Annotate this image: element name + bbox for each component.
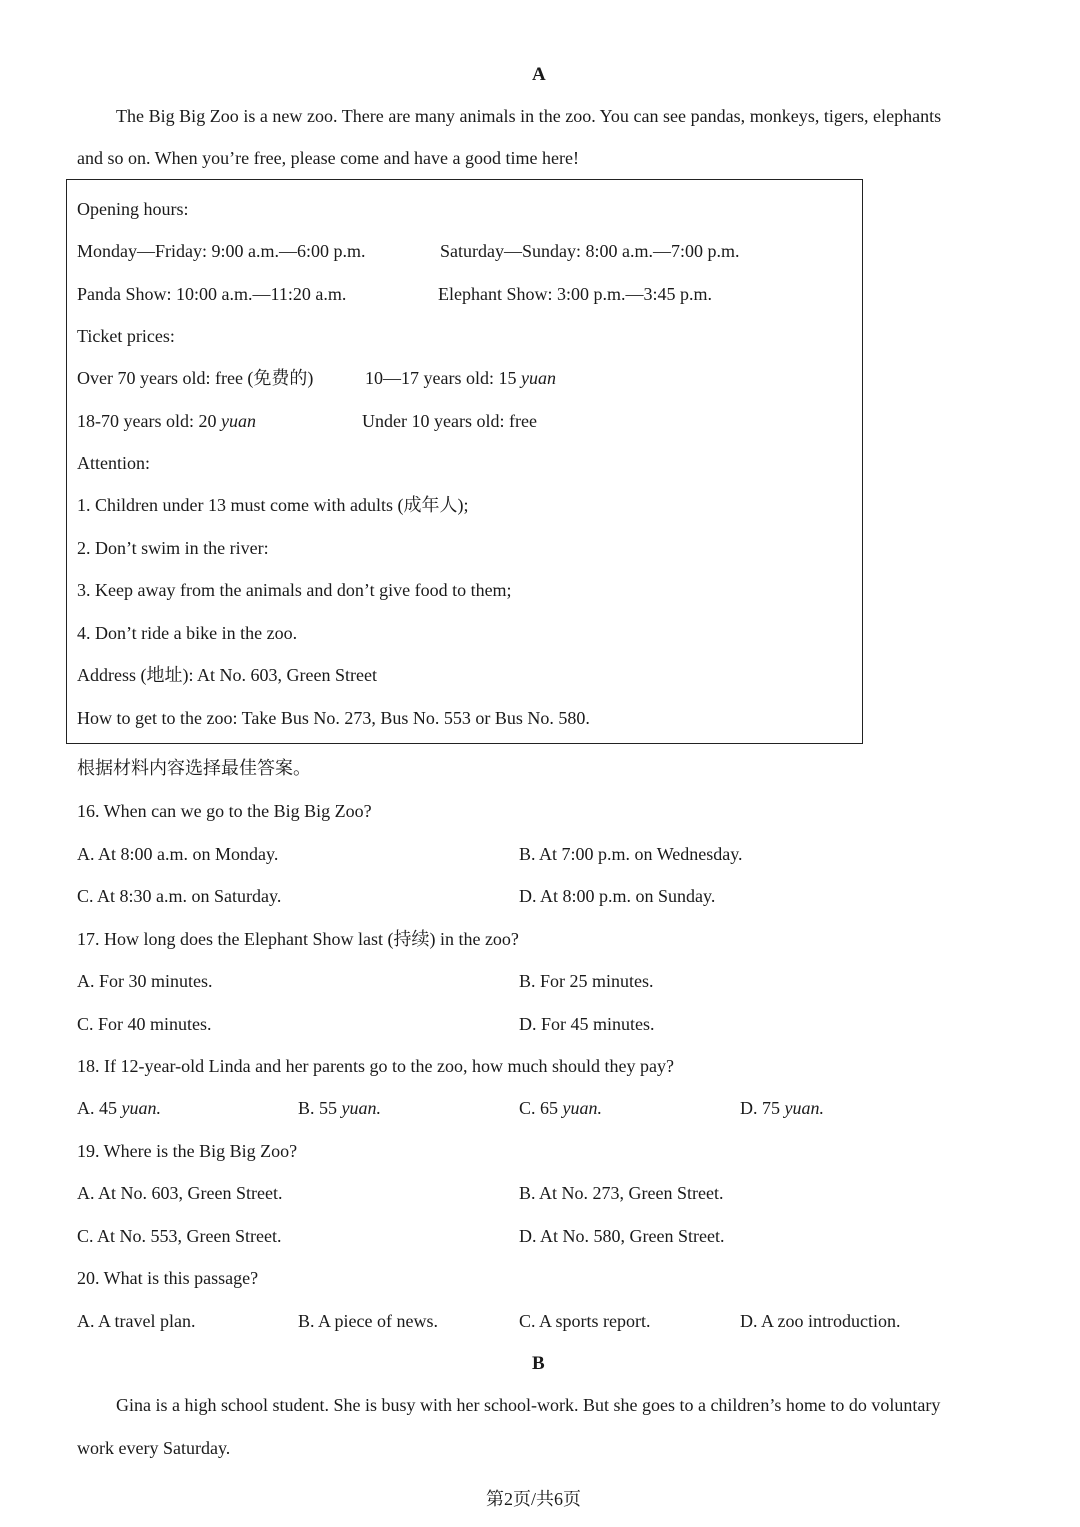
ticket-18-70 (77, 412, 256, 430)
section-b-line-2: work every Saturday. (77, 1438, 231, 1458)
q19-option-a: A. At No. 603, Green Street. (77, 1183, 283, 1203)
q18-option-d-unit: yuan. (784, 1098, 824, 1118)
q19-option-d: D. At No. 580, Green Street. (519, 1226, 725, 1246)
q17-option-a: A. For 30 minutes. (77, 971, 213, 991)
q18-option-b-text: B. 55 (298, 1098, 342, 1118)
q17-option-d: D. For 45 minutes. (519, 1014, 655, 1034)
q18-option-d (740, 1099, 824, 1117)
q20-option-c: C. A sports report. (519, 1311, 651, 1331)
q20-option-d: D. A zoo introduction. (740, 1311, 901, 1331)
ticket-under-10: Under 10 years old: free (362, 411, 537, 431)
page-footer: 第2页/共6页 (486, 1489, 582, 1509)
question-18-stem: 18. If 12-year-old Linda and her parents go to the zoo, how much should they pay? (77, 1056, 674, 1076)
ticket-10-17-text: 10—17 years old: 15 (365, 368, 521, 388)
q16-option-c: C. At 8:30 a.m. on Saturday. (77, 886, 282, 906)
weekday-hours: Monday—Friday: 9:00 a.m.—6:00 p.m. (77, 241, 366, 261)
q17-option-c: C. For 40 minutes. (77, 1014, 212, 1034)
address: Address (地址): At No. 603, Green Street (77, 665, 377, 685)
rule-1: 1. Children under 13 must come with adults (成年人); (77, 495, 469, 515)
q17-option-b: B. For 25 minutes. (519, 971, 654, 991)
q18-option-b-unit: yuan. (341, 1098, 382, 1118)
attention-label: Attention: (77, 453, 150, 473)
q18-option-c-text: C. 65 (519, 1098, 563, 1118)
q19-option-b: B. At No. 273, Green Street. (519, 1183, 724, 1203)
rule-4: 4. Don’t ride a bike in the zoo. (77, 623, 298, 643)
question-20-stem: 20. What is this passage? (77, 1268, 259, 1288)
q18-option-a-unit: yuan. (121, 1098, 161, 1118)
q16-option-d: D. At 8:00 p.m. on Sunday. (519, 886, 716, 906)
intro-line-1: The Big Big Zoo is a new zoo. There are many animals in the zoo. You can see pandas, monkeys, tigers, elephants (116, 106, 942, 126)
zoo-notice-box (66, 179, 863, 744)
rule-3: 3. Keep away from the animals and don’t give food to them; (77, 580, 512, 600)
instruction: 根据材料内容选择最佳答案。 (77, 758, 311, 778)
q18-option-c (519, 1099, 602, 1117)
intro-line-2: and so on. When you’re free, please come and have a good time here! (77, 148, 579, 168)
rule-2: 2. Don’t swim in the river: (77, 538, 269, 558)
section-b-heading: B (532, 1353, 545, 1374)
opening-hours-label: Opening hours: (77, 199, 189, 219)
transport: How to get to the zoo: Take Bus No. 273, Bus No. 553 or Bus No. 580. (77, 708, 590, 728)
ticket-over-70: Over 70 years old: free (免费的) (77, 368, 314, 388)
q18-option-c-unit: yuan. (562, 1098, 603, 1118)
q16-option-b: B. At 7:00 p.m. on Wednesday. (519, 844, 743, 864)
q18-option-a (77, 1099, 161, 1117)
ticket-prices-label: Ticket prices: (77, 326, 175, 346)
section-b-line-1: Gina is a high school student. She is busy with her school-work. But she goes to a children’s home to do voluntary (116, 1395, 941, 1415)
elephant-show: Elephant Show: 3:00 p.m.—3:45 p.m. (438, 284, 712, 304)
question-17-stem: 17. How long does the Elephant Show last (持续) in the zoo? (77, 929, 519, 949)
ticket-10-17-unit: yuan (520, 368, 556, 388)
question-19-stem: 19. Where is the Big Big Zoo? (77, 1141, 298, 1161)
q16-option-a: A. At 8:00 a.m. on Monday. (77, 844, 279, 864)
ticket-10-17 (365, 369, 556, 387)
ticket-18-70-text: 18-70 years old: 20 (77, 411, 221, 431)
q18-option-a-text: A. 45 (77, 1098, 122, 1118)
panda-show: Panda Show: 10:00 a.m.—11:20 a.m. (77, 284, 347, 304)
section-a-heading: A (532, 64, 546, 85)
question-16-stem: 16. When can we go to the Big Big Zoo? (77, 801, 372, 821)
q18-option-d-text: D. 75 (740, 1098, 785, 1118)
q19-option-c: C. At No. 553, Green Street. (77, 1226, 282, 1246)
weekend-hours: Saturday—Sunday: 8:00 a.m.—7:00 p.m. (440, 241, 740, 261)
ticket-18-70-unit: yuan (220, 411, 256, 431)
q20-option-a: A. A travel plan. (77, 1311, 196, 1331)
q18-option-b (298, 1099, 381, 1117)
q20-option-b: B. A piece of news. (298, 1311, 438, 1331)
